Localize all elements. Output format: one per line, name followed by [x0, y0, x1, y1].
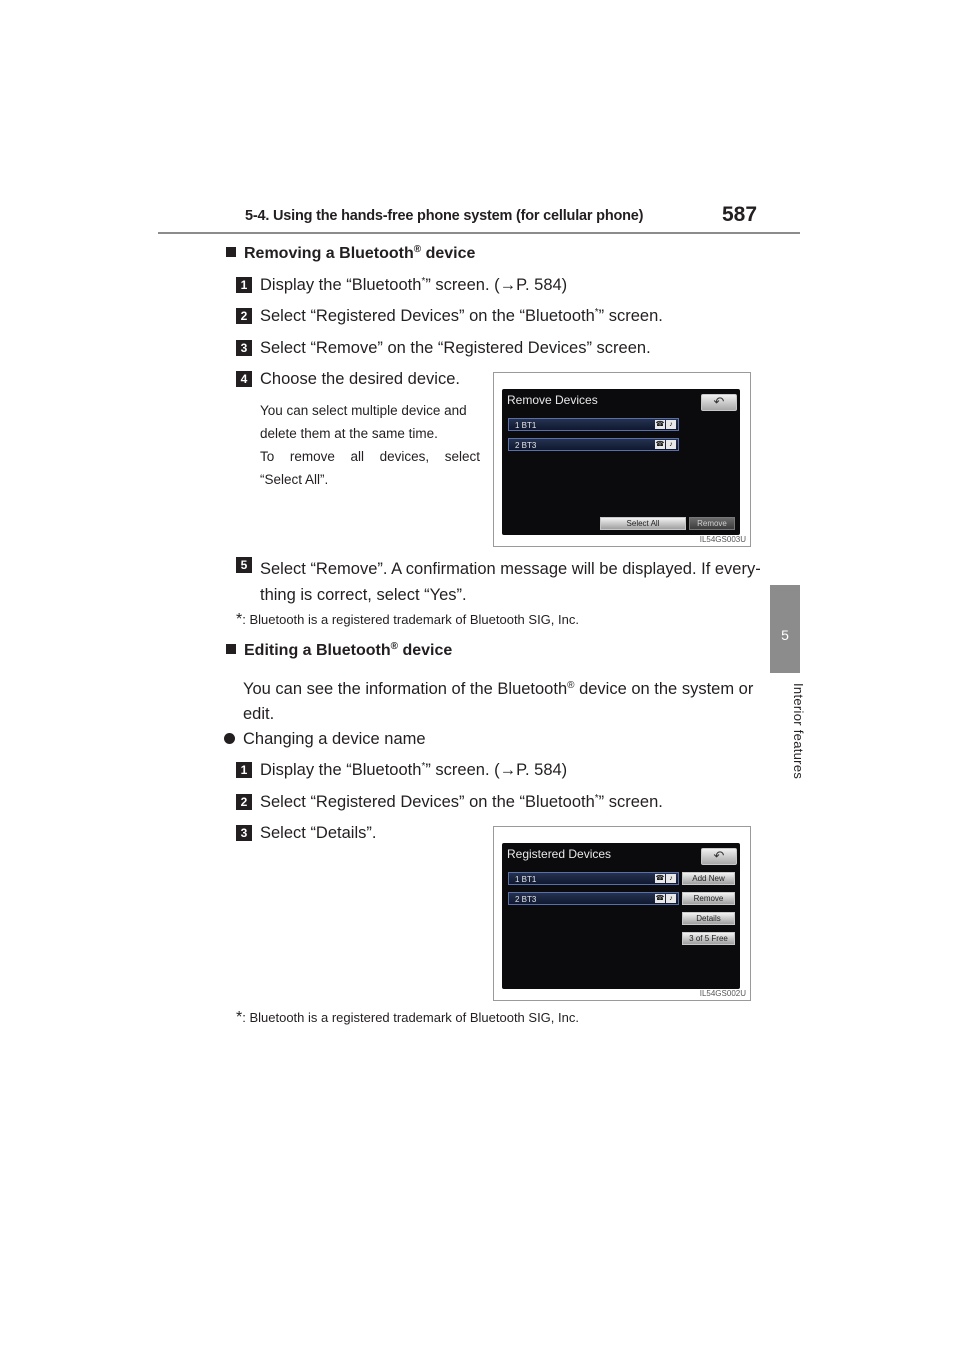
page-number: 587 — [722, 203, 758, 226]
square-bullet-icon — [226, 644, 236, 654]
square-bullet-icon — [226, 247, 236, 257]
display-screen — [502, 843, 740, 989]
details-button[interactable]: Details — [682, 912, 735, 925]
phone-icon: ☎ — [655, 875, 665, 882]
footnote: *: Bluetooth is a registered trademark of Bluetooth SIG, Inc. — [236, 611, 579, 628]
header-rule — [158, 232, 800, 234]
select-all-button[interactable]: Select All — [600, 517, 686, 530]
step-number: 1 — [236, 762, 252, 778]
phone-icon: ☎ — [655, 421, 665, 428]
step-number: 4 — [236, 371, 252, 387]
display-screen — [502, 389, 740, 535]
heading-editing-device: Editing a Bluetooth® device — [226, 641, 452, 660]
step-text: Select “Remove”. A confirmation message will be displayed. If every- thing is correct, select “Yes”. — [260, 560, 761, 604]
back-icon[interactable]: ↶ — [701, 848, 737, 865]
device-item[interactable]: 2 BT3 ☎ ♪ — [508, 892, 679, 905]
add-new-button[interactable]: Add New — [682, 872, 735, 885]
step-note: You can select multiple device and delete them at the same time. To remove all devices, select “Select All”. — [260, 403, 480, 487]
remove-button[interactable]: Remove — [682, 892, 735, 905]
music-note-icon: ♪ — [666, 874, 676, 883]
step-number: 5 — [236, 557, 252, 573]
device-item[interactable]: 1 BT1 ☎ ♪ — [508, 418, 679, 431]
chapter-label: Interior features — [791, 683, 806, 780]
screen-title: Remove Devices — [507, 393, 598, 407]
screenshot-registered-devices — [493, 826, 751, 1001]
image-code: IL54GS003U — [699, 535, 746, 544]
heading-removing-device: Removing a Bluetooth® device — [226, 244, 475, 263]
step-text: Choose the desired device. — [260, 370, 460, 388]
phone-icon: ☎ — [655, 895, 665, 902]
footnote: *: Bluetooth is a registered trademark of Bluetooth SIG, Inc. — [236, 1009, 579, 1026]
step-text: Select “Remove” on the “Registered Devices” screen. — [260, 339, 651, 357]
section-header: 5-4. Using the hands-free phone system (for cellular phone) — [245, 208, 644, 224]
capacity-indicator: 3 of 5 Free — [682, 932, 735, 945]
device-item[interactable]: 1 BT1 ☎ ♪ — [508, 872, 679, 885]
back-icon[interactable]: ↶ — [701, 394, 737, 411]
music-note-icon: ♪ — [666, 440, 676, 449]
chapter-number: 5 — [781, 627, 789, 643]
step-text: Select “Registered Devices” on the “Bluetooth*” screen. — [260, 307, 663, 325]
step-text: Display the “Bluetooth*” screen. (→P. 584) — [260, 761, 568, 779]
step-number: 2 — [236, 308, 252, 324]
bullet-item: Changing a device name — [224, 730, 426, 749]
music-note-icon: ♪ — [666, 894, 676, 903]
intro-text: You can see the information of the Bluetooth® device on the system or edit. — [243, 680, 754, 723]
step-text: Select “Details”. — [260, 824, 377, 842]
step-number: 1 — [236, 277, 252, 293]
screen-title: Registered Devices — [507, 847, 612, 861]
step-number: 3 — [236, 340, 252, 356]
round-bullet-icon — [224, 733, 235, 744]
device-item[interactable]: 2 BT3 ☎ ♪ — [508, 438, 679, 451]
screenshot-remove-devices — [493, 372, 751, 547]
step-text: Display the “Bluetooth*” screen. (→P. 584) — [260, 276, 568, 294]
phone-icon: ☎ — [655, 441, 665, 448]
step-number: 3 — [236, 825, 252, 841]
image-code: IL54GS002U — [699, 989, 746, 998]
step-number: 2 — [236, 794, 252, 810]
step-text: Select “Registered Devices” on the “Bluetooth*” screen. — [260, 793, 663, 811]
remove-button[interactable]: Remove — [689, 517, 735, 530]
music-note-icon: ♪ — [666, 420, 676, 429]
